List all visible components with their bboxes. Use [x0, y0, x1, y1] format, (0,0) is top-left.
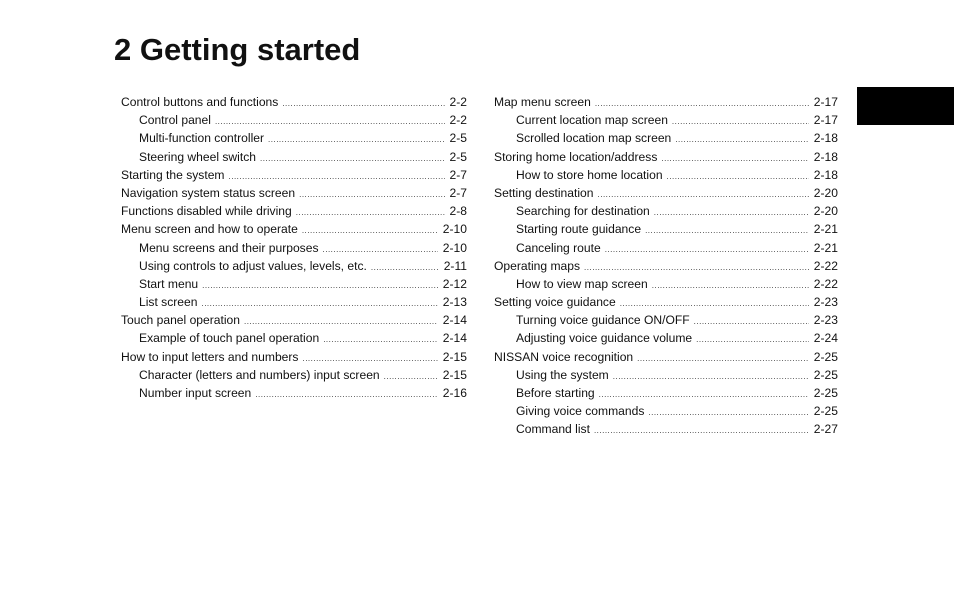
- toc-entry-page: 2-25: [813, 386, 838, 400]
- toc-entry[interactable]: [121, 166, 467, 184]
- toc-entry-label: Character (letters and numbers) input screen: [139, 367, 380, 382]
- toc-entry[interactable]: [121, 148, 467, 166]
- dot-leader: [371, 259, 439, 277]
- toc-entry-page: 2-24: [813, 331, 838, 346]
- toc-entry[interactable]: [494, 166, 838, 184]
- toc-entry-label: Adjusting voice guidance volume: [516, 331, 693, 346]
- dot-leader: [652, 277, 809, 295]
- toc-entry-page: 2-17: [813, 95, 838, 109]
- toc-entry-label: List screen: [139, 295, 198, 310]
- dot-leader: [302, 222, 438, 240]
- toc-entry-label: Searching for destination: [516, 204, 650, 219]
- toc-entry-label: How to view map screen: [516, 276, 648, 291]
- toc-entry[interactable]: [494, 384, 838, 402]
- toc-entry-label: Command list: [516, 422, 590, 437]
- toc-entry-label: Multi-function controller: [139, 131, 265, 146]
- toc-entry-page: 2-18: [813, 149, 838, 164]
- dot-leader: [694, 313, 809, 331]
- toc-entry-page: 2-20: [813, 204, 838, 219]
- toc-entry-page: 2-14: [442, 313, 467, 328]
- toc-entry-label: Current location map screen: [516, 113, 668, 128]
- toc-entry[interactable]: [494, 202, 838, 220]
- dot-leader: [268, 131, 444, 149]
- toc-entry[interactable]: [121, 239, 467, 257]
- dot-leader: [255, 386, 438, 404]
- toc-entry-label: Scrolled location map screen: [516, 131, 672, 146]
- toc-entry[interactable]: [494, 220, 838, 238]
- toc-entry-label: Giving voice commands: [516, 404, 645, 419]
- dot-leader: [648, 404, 808, 422]
- toc-entry-page: 2-25: [813, 349, 838, 364]
- toc-entry-page: 2-23: [813, 295, 838, 310]
- dot-leader: [323, 331, 438, 349]
- toc-entry[interactable]: [121, 184, 467, 202]
- toc-entry[interactable]: [494, 93, 838, 111]
- toc-entry-page: 2-21: [813, 240, 838, 255]
- toc-entry-page: 2-27: [813, 422, 838, 437]
- toc-entry-page: 2-2: [449, 95, 467, 109]
- toc-entry-page: 2-18: [813, 131, 838, 146]
- toc-entry[interactable]: [494, 111, 838, 129]
- dot-leader: [202, 277, 438, 295]
- toc-entry[interactable]: [121, 366, 467, 384]
- toc-entry-label: Canceling route: [516, 240, 601, 255]
- dot-leader: [594, 422, 809, 440]
- dot-leader: [605, 241, 809, 259]
- toc-entry-page: 2-25: [813, 367, 838, 382]
- toc-entry[interactable]: [494, 184, 838, 202]
- toc-entry-label: Using the system: [516, 367, 609, 382]
- dot-leader: [672, 113, 809, 131]
- toc-entry-label: Start menu: [139, 276, 199, 291]
- dot-leader: [696, 331, 809, 349]
- toc-entry[interactable]: [121, 202, 467, 220]
- toc-entry-page: 2-18: [813, 167, 838, 182]
- toc-entry-page: 2-23: [813, 313, 838, 328]
- toc-entry-label: Touch panel operation: [121, 313, 241, 328]
- dot-leader: [675, 131, 808, 149]
- toc-entry-label: Setting voice guidance: [494, 295, 616, 310]
- toc-entry-page: 2-12: [442, 276, 467, 291]
- toc-entry-page: 2-7: [449, 185, 467, 200]
- toc-entry[interactable]: [494, 402, 838, 420]
- toc-entry[interactable]: [494, 129, 838, 147]
- toc-entry[interactable]: [494, 275, 838, 293]
- toc-entry-label: Operating maps: [494, 258, 581, 273]
- toc-entry[interactable]: [121, 384, 467, 402]
- dot-leader: [661, 150, 808, 168]
- toc-entry-page: 2-2: [449, 113, 467, 128]
- toc-entry-label: Functions disabled while driving: [121, 204, 292, 219]
- toc-entry-label: Control buttons and functions: [121, 95, 279, 109]
- toc-entry-page: 2-25: [813, 404, 838, 419]
- toc-entry[interactable]: [121, 329, 467, 347]
- toc-entry[interactable]: [121, 129, 467, 147]
- toc-entry[interactable]: [121, 220, 467, 238]
- toc-entry-page: 2-5: [449, 131, 467, 146]
- toc-entry[interactable]: [121, 293, 467, 311]
- toc-entry[interactable]: [121, 257, 467, 275]
- toc-entry-label: Number input screen: [139, 386, 252, 400]
- toc-entry[interactable]: [121, 348, 467, 366]
- toc-entry[interactable]: [494, 366, 838, 384]
- toc-entry-label: Turning voice guidance ON/OFF: [516, 313, 690, 328]
- toc-entry-page: 2-17: [813, 113, 838, 128]
- toc-entry[interactable]: [121, 93, 467, 111]
- toc-entry[interactable]: [121, 275, 467, 293]
- toc-entry[interactable]: [494, 329, 838, 347]
- toc-entry-page: 2-21: [813, 222, 838, 237]
- dot-leader: [282, 95, 444, 113]
- toc-entry-label: Example of touch panel operation: [139, 331, 320, 346]
- toc-entry-page: 2-16: [442, 386, 467, 400]
- toc-entry-label: Starting the system: [121, 167, 225, 182]
- toc-entry-page: 2-20: [813, 185, 838, 200]
- toc-entry-label: Using controls to adjust values, levels, etc.: [139, 258, 367, 273]
- chapter-title: 2 Getting started: [114, 32, 361, 67]
- toc-entry-page: 2-13: [442, 295, 467, 310]
- toc-entry-label: Control panel: [139, 113, 211, 128]
- toc-column-left: [121, 93, 467, 402]
- toc-entry-page: 2-5: [449, 149, 467, 164]
- toc-entry-page: 2-10: [442, 240, 467, 255]
- toc-entry[interactable]: [494, 311, 838, 329]
- toc-entry[interactable]: [494, 239, 838, 257]
- dot-leader: [637, 350, 809, 368]
- toc-entry-label: Menu screens and their purposes: [139, 240, 319, 255]
- dot-leader: [384, 368, 438, 386]
- toc-entry-label: Menu screen and how to operate: [121, 222, 298, 237]
- toc-entry-page: 2-22: [813, 276, 838, 291]
- toc-entry-page: 2-22: [813, 258, 838, 273]
- toc-entry-label: Map menu screen: [494, 95, 591, 109]
- dot-leader: [299, 186, 444, 204]
- toc-entry-page: 2-7: [449, 167, 467, 182]
- toc-entry[interactable]: [494, 293, 838, 311]
- toc-entry-page: 2-14: [442, 331, 467, 346]
- toc-entry-label: Setting destination: [494, 185, 594, 200]
- toc-entry[interactable]: [494, 148, 838, 166]
- toc-entry[interactable]: [494, 257, 838, 275]
- toc-entry-label: NISSAN voice recognition: [494, 349, 634, 364]
- toc-entry-label: Navigation system status screen: [121, 185, 296, 200]
- toc-entry-page: 2-8: [449, 204, 467, 219]
- toc-entry-page: 2-11: [443, 258, 467, 273]
- toc-entry-page: 2-15: [442, 367, 467, 382]
- toc-entry[interactable]: [494, 348, 838, 366]
- dot-leader: [667, 168, 809, 186]
- chapter-tab-marker: [857, 87, 954, 125]
- dot-leader: [654, 204, 809, 222]
- toc-entry[interactable]: [121, 311, 467, 329]
- dot-leader: [645, 222, 809, 240]
- toc-entry[interactable]: [494, 420, 838, 438]
- dot-leader: [613, 368, 809, 386]
- toc-entry-page: 2-10: [442, 222, 467, 237]
- toc-entry-label: Before starting: [516, 386, 595, 400]
- toc-entry-page: 2-15: [442, 349, 467, 364]
- toc-entry-label: Storing home location/address: [494, 149, 658, 164]
- dot-leader: [296, 204, 445, 222]
- toc-entry-label: How to store home location: [516, 167, 663, 182]
- toc-entry-label: How to input letters and numbers: [121, 349, 299, 364]
- toc-entry-label: Steering wheel switch: [139, 149, 256, 164]
- toc-entry-label: Starting route guidance: [516, 222, 642, 237]
- toc-column-right: [494, 93, 838, 439]
- toc-entry[interactable]: [121, 111, 467, 129]
- dot-leader: [260, 150, 445, 168]
